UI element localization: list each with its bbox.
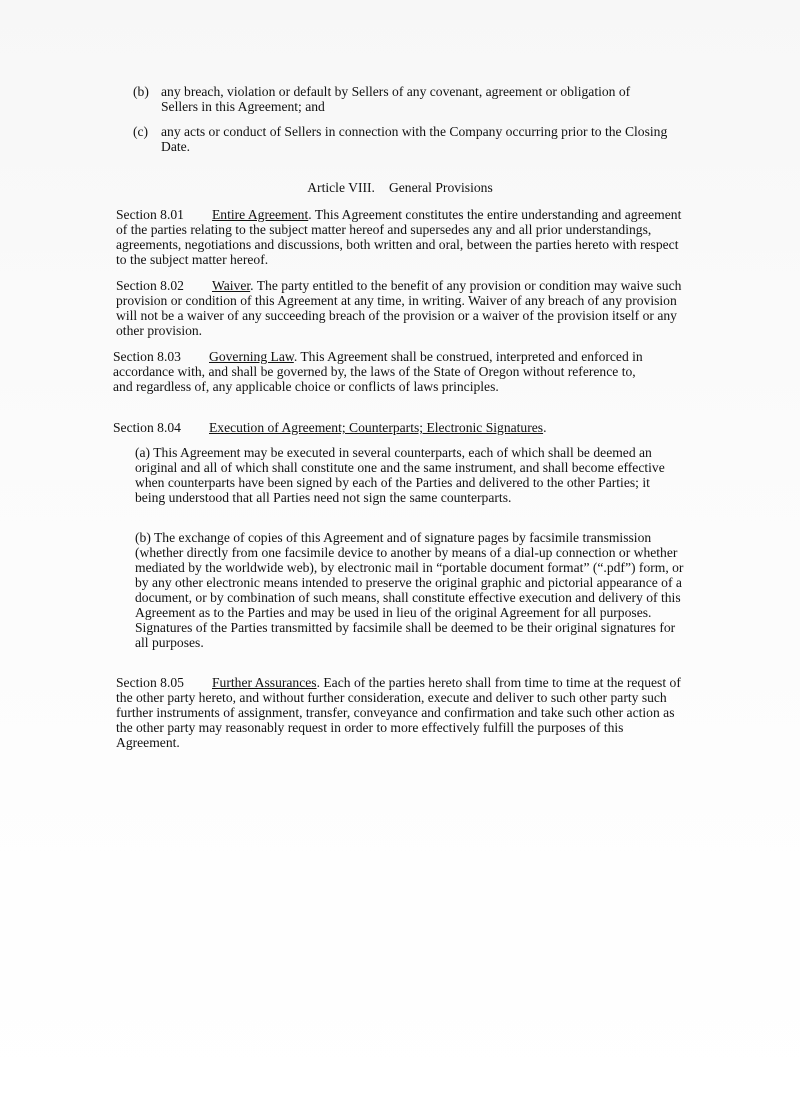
list-item-text: any acts or conduct of Sellers in connection with the Company occurring prior to the Closing Date. [161, 124, 668, 154]
list-item-c [133, 124, 683, 154]
section-body: . This Agreement shall be construed, interpreted and enforced in accordance with, and shall be governed by, the laws of the State of Oregon without reference to, and regardless of, any applicable choice or conflicts of laws principles. [113, 349, 643, 394]
section-heading: Entire Agreement [212, 207, 309, 222]
section-8-04 [113, 420, 693, 435]
section-number: Section 8.04 [113, 420, 181, 435]
section-body: . The party entitled to the benefit of any provision or condition may waive such provision or condition of this Agreement at any time, in writing. Waiver of any breach of any provision will not be a waiver of any succeeding breach of the provision or a waiver of the provision itself or any other provision. [116, 278, 682, 338]
list-marker: (b) [133, 84, 149, 99]
section-heading: Execution of Agreement; Counterparts; Electronic Signatures [209, 420, 544, 435]
section-number: Section 8.05 [116, 675, 184, 690]
section-body: . [543, 420, 547, 435]
section-8-05 [116, 675, 686, 750]
section-heading: Waiver [212, 278, 251, 293]
section-8-03 [113, 349, 653, 394]
section-body: . This Agreement constitutes the entire understanding and agreement of the parties relating to the subject matter hereof and supersedes any and all prior understandings, agreements, negotiations and discussions, both written and oral, between the parties hereto with respect to the subject matter hereof. [116, 207, 682, 267]
list-marker: (c) [133, 124, 149, 139]
section-number: Section 8.02 [116, 278, 184, 293]
article-title: General Provisions [388, 180, 493, 195]
subsection-8-04-a [135, 445, 683, 505]
list-item-text: any breach, violation or default by Sellers of any covenant, agreement or obligation of Sellers in this Agreement; and [161, 84, 631, 114]
subsection-text: (b) The exchange of copies of this Agreement and of signature pages by facsimile transmission (whether directly from one facsimile device to another by means of a dial-up connection or whether mediated by the worldwide web), by electronic mail in “portable document format” (“.pdf”) form, or by any other electronic means intended to preserve the original graphic and pictorial appearance of a document, or by combination of such means, shall constitute effective execution and delivery of this Agreement as to the Parties and may be used in lieu of the original Agreement for all purposes. Signatures of the Parties transmitted by facsimile shall be deemed to be their original signatures for all purposes. [135, 530, 684, 650]
article-heading [0, 180, 800, 195]
list-item-b [133, 84, 653, 114]
article-number: Article VIII. [307, 180, 375, 195]
subsection-8-04-b [135, 530, 687, 650]
section-heading: Further Assurances [212, 675, 317, 690]
section-8-02 [116, 278, 690, 338]
section-heading: Governing Law [209, 349, 294, 364]
section-body: . Each of the parties hereto shall from time to time at the request of the other party hereto, and without further consideration, execute and deliver to such other party such further instruments of assignment, transfer, conveyance and confirmation and take such other action as the other party may reasonably request in order to more effectively fulfill the purposes of this Agreement. [116, 675, 681, 750]
section-number: Section 8.01 [116, 207, 184, 222]
subsection-text: (a) This Agreement may be executed in several counterparts, each of which shall be deemed an original and all of which shall constitute one and the same instrument, and shall become effective when counterparts have been signed by each of the Parties and delivered to the other Parties; it being understood that all Parties need not sign the same counterparts. [135, 445, 665, 505]
section-number: Section 8.03 [113, 349, 181, 364]
section-8-01 [116, 207, 688, 267]
